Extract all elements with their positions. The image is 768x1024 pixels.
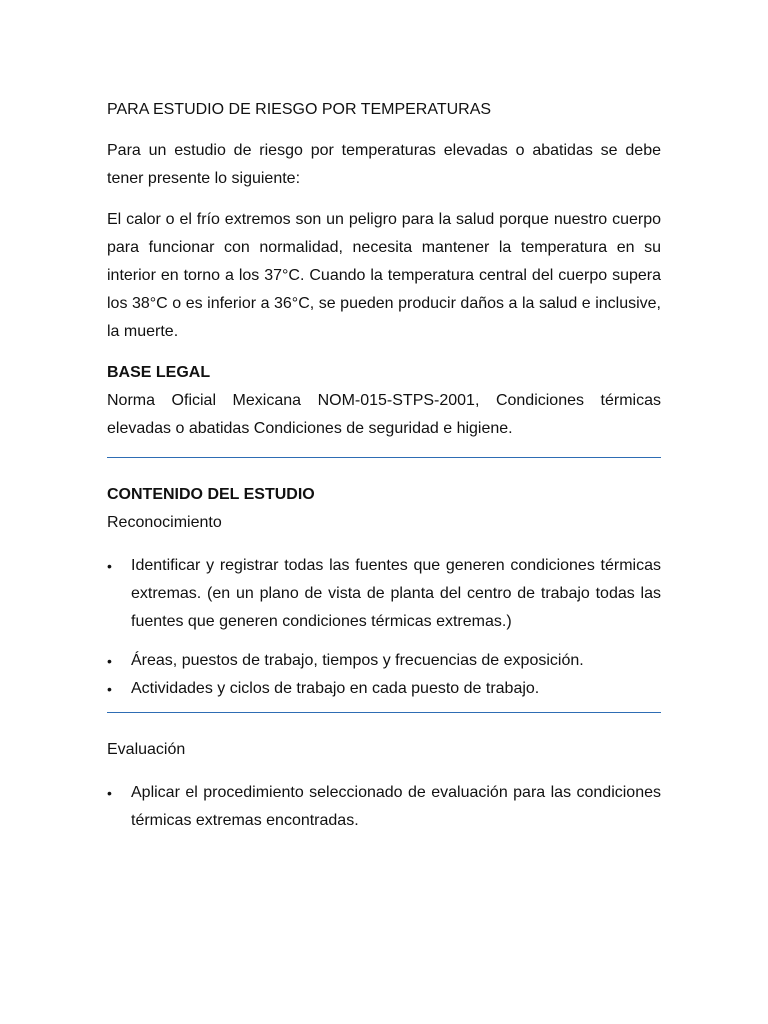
list-item-text: Actividades y ciclos de trabajo en cada puesto de trabajo. — [131, 680, 540, 697]
list-item-text: Áreas, puestos de trabajo, tiempos y frecuencias de exposición. — [131, 652, 584, 669]
reconocimiento-list — [107, 552, 661, 703]
bullet-icon: • — [107, 785, 112, 801]
bullet-icon: • — [107, 681, 112, 697]
evaluacion-list — [107, 779, 661, 835]
intro-paragraph: Para un estudio de riesgo por temperaturas elevadas o abatidas se debe tener presente lo siguiente: — [107, 142, 661, 187]
list-item — [107, 647, 661, 675]
contenido-heading: CONTENIDO DEL ESTUDIO — [107, 486, 315, 503]
bullet-icon: • — [107, 558, 112, 574]
section-divider — [107, 457, 661, 458]
list-item-text: Aplicar el procedimiento seleccionado de evaluación para las condiciones térmicas extremas encontradas. — [131, 784, 661, 829]
list-item — [107, 779, 661, 835]
section-divider — [107, 712, 661, 713]
list-item — [107, 552, 661, 636]
body-paragraph: El calor o el frío extremos son un peligro para la salud porque nuestro cuerpo para funcionar con normalidad, necesita mantener la temperatura en su interior en torno a los 37°C. Cuando la temperatura central del cuerpo supera los 38°C o es inferior a 36°C, se pueden producir daños a la salud e inclusive, la muerte. — [107, 211, 661, 340]
legal-heading: BASE LEGAL — [107, 364, 211, 381]
legal-text: Norma Oficial Mexicana NOM-015-STPS-2001, Condiciones térmicas elevadas o abatidas Condiciones de seguridad e higiene. — [107, 392, 661, 437]
evaluacion-subheading: Evaluación — [107, 741, 186, 758]
document-content — [107, 96, 661, 835]
list-item-text: Identificar y registrar todas las fuentes que generen condiciones térmicas extremas. (en un plano de vista de planta del centro de trabajo todas las fuentes que generen condiciones térmicas extremas.) — [131, 557, 661, 630]
document-title: PARA ESTUDIO DE RIESGO POR TEMPERATURAS — [107, 101, 492, 118]
list-item — [107, 675, 661, 703]
reconocimiento-subheading: Reconocimiento — [107, 514, 222, 531]
bullet-icon: • — [107, 653, 112, 669]
